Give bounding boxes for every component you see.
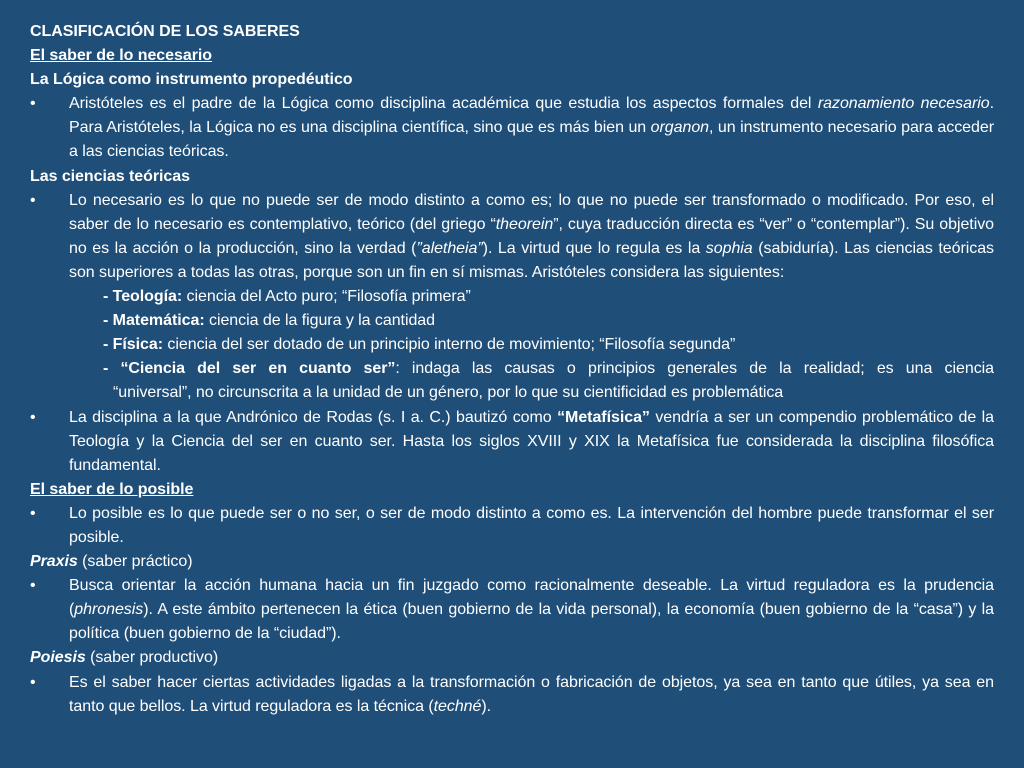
text-run-bold: “Metafísica” xyxy=(557,408,650,426)
bullet-icon: • xyxy=(30,577,36,595)
text-run: ). A este ámbito pertenecen la ética (buen gobierno de la vida personal), la economía (buen gobierno de la “casa”) y la política (buen gobierno de la “ciudad”). xyxy=(69,601,994,643)
bullet-icon: • xyxy=(30,95,36,113)
text-run: vendría a ser un compendio problemático de la Teología y la Ciencia del ser en cuanto ser. Hasta los siglos XVIII y XIX la Metafísica fue considerada la disciplina filosófica fundamental. xyxy=(69,408,994,474)
sub-item-teologia xyxy=(30,285,994,309)
text-run-bold: - Física: xyxy=(103,336,164,354)
text-run: ). La virtud que lo regula es la xyxy=(482,239,706,257)
text-run: ciencia del Acto puro; “Filosofía primera” xyxy=(182,288,471,306)
text-run: Lo necesario es lo que no puede ser de modo distinto a como es; lo que no puede ser transformado o modificado. Por eso, el saber de lo necesario es contemplativo, teórico (del griego “ xyxy=(69,191,994,233)
text-run: Aristóteles es el padre de la Lógica como disciplina académica que estudia los aspectos formales del xyxy=(69,95,818,113)
text-run-bold-italic: Poiesis xyxy=(30,649,86,667)
text-run: Es el saber hacer ciertas actividades ligadas a la transformación o fabricación de objetos, ya sea en tanto que útiles, ya sea en tanto que bellos. La virtud reguladora es la técnica ( xyxy=(69,673,994,715)
heading-logica: La Lógica como instrumento propedéutico xyxy=(30,71,353,89)
text-run: Lo posible es lo que puede ser o no ser, o ser de modo distinto a como es. La intervención del hombre puede transformar el ser posible. xyxy=(69,504,994,546)
bullet-icon: • xyxy=(30,408,36,426)
bullet-icon: • xyxy=(30,673,36,691)
text-run: “universal”, no circunscrita a la unidad de un género, por lo que su cientificidad es problemática xyxy=(113,384,784,402)
bullet-metafisica xyxy=(30,406,994,478)
text-run: . Para Aristóteles, la Lógica no es una disciplina científica, sino que es más bien un xyxy=(69,95,994,137)
sub-item-fisica xyxy=(30,333,994,357)
bullet-logica xyxy=(30,92,994,164)
text-run-bold: - “Ciencia del ser en cuanto ser” xyxy=(103,360,396,378)
bullet-poiesis xyxy=(30,671,994,719)
bullet-posible xyxy=(30,502,994,550)
heading-poiesis xyxy=(30,646,994,670)
bullet-icon: • xyxy=(30,191,36,209)
text-run-bold: - Matemática: xyxy=(103,312,205,330)
text-run: ciencia del ser dotado de un principio interno de movimiento; “Filosofía segunda” xyxy=(163,336,736,354)
sub-item-matematica xyxy=(30,309,994,333)
text-run-italic: sophia xyxy=(705,239,753,257)
bullet-praxis xyxy=(30,574,994,646)
heading-saber-necesario: El saber de lo necesario xyxy=(30,47,212,65)
sub-item-line xyxy=(103,381,994,405)
text-run: (saber productivo) xyxy=(85,649,219,667)
sub-item-line xyxy=(103,357,994,381)
bullet-icon: • xyxy=(30,504,36,522)
text-run: ”, cuya traducción directa es “ver” o “contemplar”). Su objetivo no es la acción o la producción, sino la verdad ( xyxy=(69,215,994,257)
text-run-italic: organon xyxy=(650,119,710,137)
text-run-italic: phronesis xyxy=(74,601,144,619)
text-run-italic: ”aletheia” xyxy=(416,239,483,257)
text-run: : indaga las causas o principios generales de la realidad; es una ciencia xyxy=(395,360,994,378)
text-run: Busca orientar la acción humana hacia un fin juzgado como racionalmente deseable. La virtud reguladora es la prudencia ( xyxy=(69,577,994,619)
text-run-italic: razonamiento necesario xyxy=(817,95,990,113)
text-run-bold-italic: Praxis xyxy=(30,553,78,571)
text-run: , un instrumento necesario para acceder a las ciencias teóricas. xyxy=(69,119,994,161)
sub-item-ciencia-del-ser xyxy=(30,357,994,405)
text-run: ). xyxy=(481,697,492,715)
heading-saber-posible: El saber de lo posible xyxy=(30,480,194,498)
text-run-bold: - Teología: xyxy=(103,288,183,306)
text-run-italic: techné xyxy=(433,697,482,715)
heading-praxis xyxy=(30,550,994,574)
text-run: (sabiduría). Las ciencias teóricas son superiores a todas las otras, porque son un fin en sí mismas. Aristóteles considera las siguientes: xyxy=(69,239,994,281)
bullet-necesario xyxy=(30,189,994,285)
text-run: ciencia de la figura y la cantidad xyxy=(204,312,436,330)
heading-ciencias-teoricas: Las ciencias teóricas xyxy=(30,167,190,185)
text-run: La disciplina a la que Andrónico de Rodas (s. I a. C.) bautizó como xyxy=(69,408,558,426)
slide-title: CLASIFICACIÓN DE LOS SABERES xyxy=(30,23,300,40)
text-run-italic: theorein xyxy=(495,215,554,233)
text-run: (saber práctico) xyxy=(77,553,193,571)
